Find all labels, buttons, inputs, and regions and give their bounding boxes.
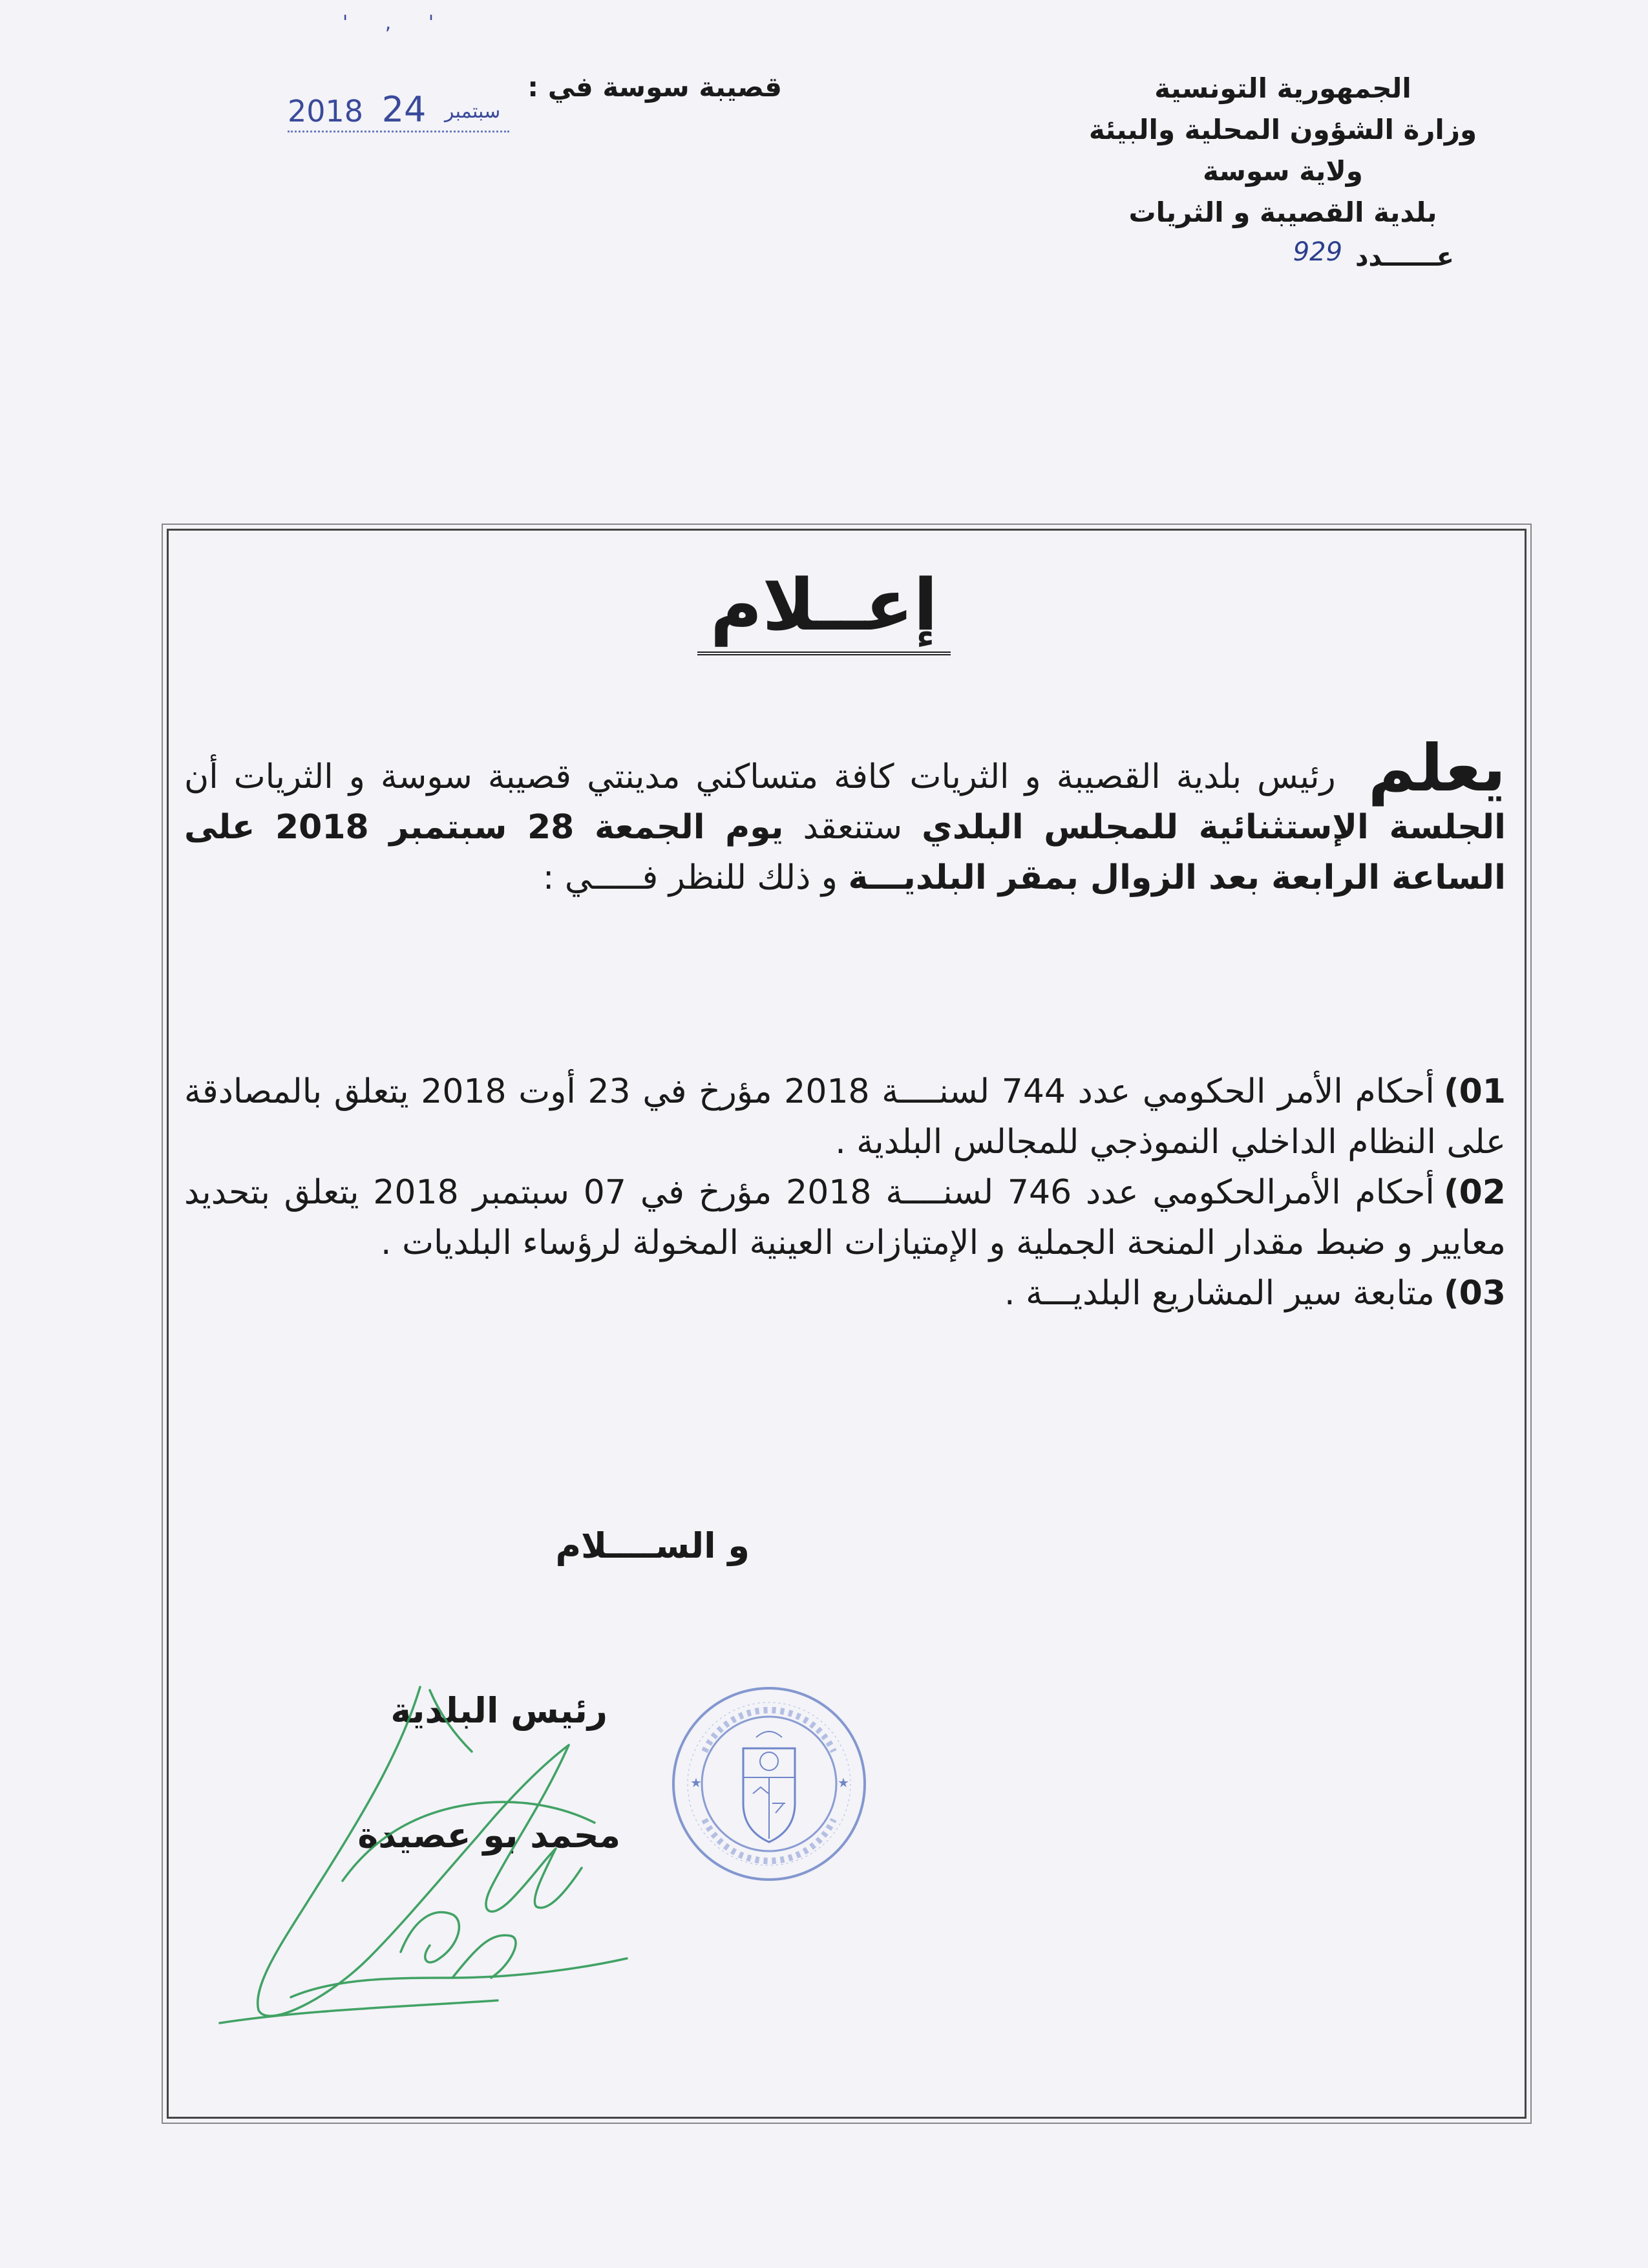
handwritten-signature (207, 1674, 659, 2036)
intro-lead-word: يعلم (1368, 730, 1506, 806)
letterhead-line-governorate: ولاية سوسة (1203, 155, 1363, 187)
letterhead (1057, 68, 1509, 233)
intro-text-2: ستنعقد (803, 808, 903, 847)
reference-value: 929 (1293, 237, 1343, 267)
signer-name: محمد بو عصيدة (357, 1815, 620, 1856)
letterhead-line-country: الجمهورية التونسية (1154, 72, 1411, 104)
date-stamp (288, 89, 509, 130)
agenda-item-number: 03) (1443, 1274, 1506, 1313)
signer-title: رئيس البلدية (390, 1690, 607, 1731)
scan-marks: ' , ' (343, 12, 450, 34)
svg-text:★: ★ (690, 1775, 702, 1790)
agenda-item-text: أحكام الأمرالحكومي عدد 746 لسنــــة 2018 مؤرخ في 07 سبتمبر 2018 يتعلق بتحديد معايير و ضبط مقدار المنحة الجملية و الإمتيازات العينية المخولة لرؤساء البلديات . (184, 1173, 1506, 1262)
reference-number (1293, 237, 1454, 272)
official-seal-icon (666, 1680, 872, 1887)
date-stamp-year: 2018 (288, 94, 364, 129)
intro-text-3: و ذلك للنظر فـــــي : (542, 858, 838, 897)
intro-session-datetime: يوم الجمعة 28 سبتمبر 2018 على الساعة الرابعة بعد الزوال بمقر البلديـــة (184, 808, 1506, 897)
agenda-item (184, 1167, 1506, 1268)
agenda-item-number: 01) (1443, 1072, 1506, 1111)
agenda-item-text: أحكام الأمر الحكومي عدد 744 لسنــــة 2018 مؤرخ في 23 أوت 2018 يتعلق بالمصادقة على النظام الداخلي النموذجي للمجالس البلدية . (184, 1072, 1506, 1161)
svg-text:★: ★ (838, 1775, 849, 1790)
place-label: قصيبة سوسة في : (527, 71, 782, 103)
reference-label: عــــــدد (1355, 242, 1454, 272)
closing-salutation: و الســــلام (555, 1525, 750, 1566)
letterhead-line-ministry: وزارة الشؤون المحلية والبيئة (1088, 114, 1477, 145)
intro-session-name: الجلسة الإستثنائية للمجلس البلدي (922, 808, 1506, 847)
agenda-item (184, 1268, 1506, 1319)
letterhead-line-municipality: بلدية القصيبة و الثريات (1128, 196, 1437, 228)
date-stamp-month: سبتمبر (445, 100, 501, 123)
agenda-list (184, 1066, 1506, 1319)
agenda-item-text: متابعة سير المشاريع البلديـــة . (1004, 1274, 1435, 1313)
date-stamp-day: 24 (381, 89, 427, 130)
notice-title: إعــلام (0, 564, 1648, 646)
notice-intro (184, 730, 1506, 903)
agenda-item-number: 02) (1443, 1173, 1506, 1212)
agenda-item (184, 1066, 1506, 1167)
intro-text-1: رئيس بلدية القصيبة و الثريات كافة متساكني مدينتي قصيبة سوسة و الثريات أن (184, 758, 1336, 796)
